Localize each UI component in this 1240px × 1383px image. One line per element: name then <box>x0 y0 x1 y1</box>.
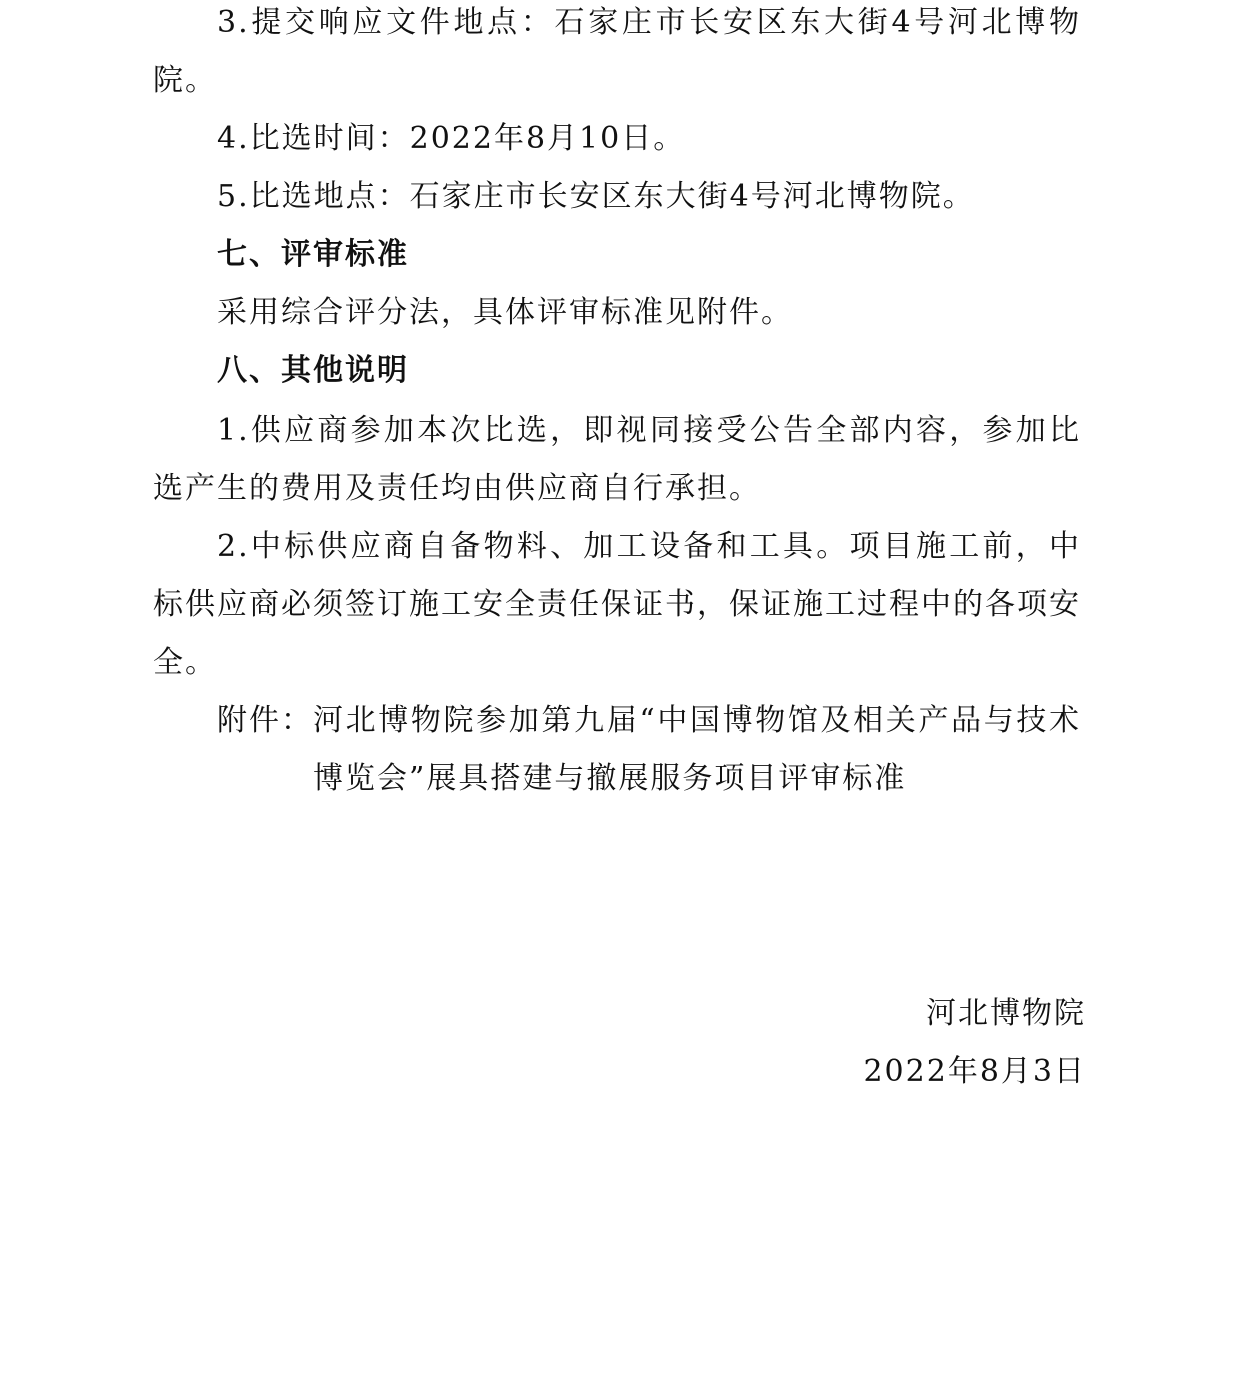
attachment-label: 附件： <box>217 703 313 738</box>
attachment-title: 河北博物院参加第九届“中国博物馆及相关产品与技术博览会”展具搭建与撤展服务项目评审标准 <box>313 703 1081 796</box>
section-7-heading: 七、评审标准 <box>217 237 409 272</box>
note-1: 1.供应商参加本次比选，即视同接受公告全部内容，参加比选产生的费用及责任均由供应商自行承担。 <box>153 413 1081 506</box>
attachment-line <box>217 692 1081 808</box>
note-2: 2.中标供应商自备物料、加工设备和工具。项目施工前，中标供应商必须签订施工安全责任保证书，保证施工过程中的各项安全。 <box>153 529 1081 680</box>
section-7-text: 采用综合评分法，具体评审标准见附件。 <box>217 295 793 330</box>
item-4-selection-time: 4.比选时间：2022年8月10日。 <box>217 121 686 156</box>
section-8-heading: 八、其他说明 <box>217 353 409 388</box>
signature-org: 河北博物院 <box>926 996 1086 1031</box>
signature-date: 2022年8月3日 <box>863 1054 1086 1089</box>
item-5-selection-location: 5.比选地点：石家庄市长安区东大街4号河北博物院。 <box>217 179 975 214</box>
item-3-submission-location: 3.提交响应文件地点：石家庄市长安区东大街4号河北博物院。 <box>153 5 1081 98</box>
